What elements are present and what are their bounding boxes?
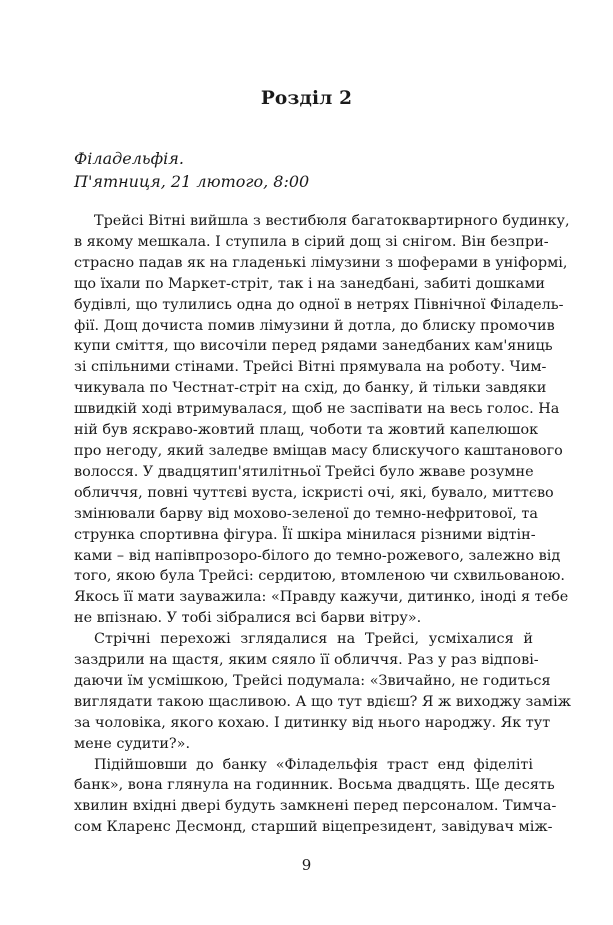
text-line: чикувала по Честнат-стріт на схід, до банку, й тільки завдяки (74, 380, 547, 397)
text-line: за чоловіка, якого кохаю. І дитинку від нього народжу. Як тут (74, 714, 551, 731)
text-line: Підійшовши до банку «Філадельфія траст енд фіделіті (94, 756, 533, 773)
text-line: виглядати такою щасливою. А що тут вдієш? Я ж виходжу заміж (74, 693, 571, 710)
text-line: хвилин вхідні двері будуть замкнені перед персоналом. Тимча- (74, 798, 557, 815)
text-line: що їхали по Маркет-стріт, так і на занедбані, забиті дошками (74, 275, 545, 292)
text-line: зі спільними стінами. Трейсі Вітні прямувала на роботу. Чим- (74, 359, 547, 376)
text-line: того, якою була Трейсі: сердитою, втомленою чи схвильованою. (74, 568, 565, 585)
paragraph (74, 629, 571, 754)
dateline (74, 148, 534, 193)
text-line: швидкій ході втримувалася, щоб не заспівати на весь голос. На (74, 401, 560, 418)
text-line: банк», вона глянула на годинник. Восьма двадцять. Ще десять (74, 777, 555, 794)
text-line: заздрили на щастя, яким сяяло її обличчя. Раз у раз відпові- (74, 652, 539, 669)
text-line: Стрічні перехожі зглядалися на Трейсі, усміхалися й (94, 631, 533, 648)
paragraph (74, 211, 570, 629)
text-line: про негоду, який заледве вміщав масу блискучого каштанового (74, 442, 563, 459)
chapter-title: Розділ 2 (260, 88, 353, 109)
text-line: будівлі, що тулились одна до одної в нетрях Північної Філадель- (74, 296, 564, 313)
text-line: Трейсі Вітні вийшла з вестибюля багатоквартирного будинку, (94, 213, 570, 229)
page-number: 9 (301, 856, 312, 874)
text-line: страсно падав як на гладенькі лімузини з шоферами в уніформі, (74, 254, 568, 271)
text-line: змінювали барву від мохово-зеленої до темно-нефритової, та (74, 505, 538, 522)
text-line: ками – від напівпрозоро-білого до темно-рожевого, залежно від (74, 547, 561, 564)
text-line: ній був яскраво-жовтий плащ, чоботи та жовтий капелюшок (74, 422, 539, 439)
text-line: мене судити?». (74, 735, 191, 752)
text-line: фії. Дощ дочиста помив лімузини й дотла, до блиску промочив (74, 317, 555, 334)
paragraph (74, 755, 557, 839)
text-line: не впізнаю. У тобі зібралися всі барви вітру». (74, 610, 422, 627)
text-line: купи сміття, що височіли перед рядами занедбаних кам'яниць (74, 338, 553, 355)
text-line: струнка спортивна фігура. Її шкіра мінилася різними відтін- (74, 526, 536, 543)
text-line: обличчя, повні чуттєві вуста, іскристі очі, які, бувало, миттєво (74, 484, 554, 501)
body-text (74, 211, 571, 838)
text-line: в якому мешкала. І ступила в сірий дощ зі снігом. Він безпри- (74, 233, 549, 250)
text-line: волосся. У двадцятип'ятилітньої Трейсі було жваве розумне (74, 463, 534, 480)
text-line: Якось її мати зауважила: «Правду кажучи, дитинко, іноді я тебе (74, 589, 569, 606)
text-line: даючи їм усмішкою, Трейсі подумала: «Звичайно, не годиться (74, 672, 551, 689)
text-line: сом Кларенс Десмонд, старший віцепрезидент, завідувач між- (74, 819, 553, 836)
dateline-place: Філадельфія. (74, 149, 184, 168)
dateline-datetime: П'ятниця, 21 лютого, 8:00 (74, 171, 310, 191)
